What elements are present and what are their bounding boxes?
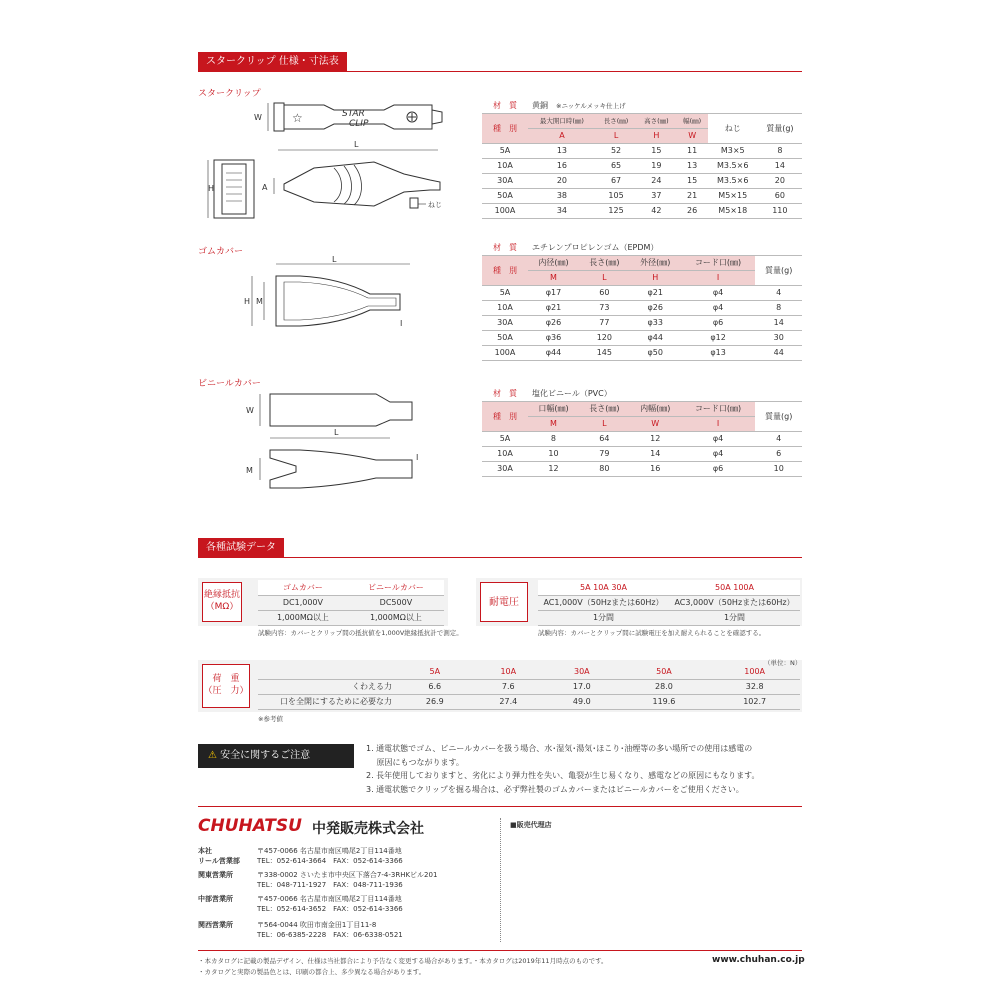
vinyl-cell: φ6	[681, 461, 756, 476]
rubber-cell: 73	[579, 300, 630, 315]
rubber-cell: 8	[755, 300, 802, 315]
vinyl-cell: 12	[630, 431, 681, 446]
rubber-cell: 4	[755, 285, 802, 300]
load-col-30a: 30A	[545, 664, 619, 679]
rubber-cell: φ6	[681, 315, 756, 330]
clip-row	[482, 203, 802, 218]
safety-label-box	[198, 744, 354, 768]
rubber-header-length: 長さ(㎜)	[579, 255, 630, 270]
rubber-cell: 44	[755, 345, 802, 360]
office-address: 〒564-0044 吹田市南金田1丁目11-8	[257, 921, 377, 929]
clip-type-label: 種 別	[482, 113, 528, 143]
rubber-cell: φ36	[528, 330, 579, 345]
clip-cell: 42	[636, 203, 676, 218]
rubber-row	[482, 300, 802, 315]
clip-cell: 110	[758, 203, 802, 218]
vinyl-dim-w: W	[246, 406, 254, 415]
rubber-cell: 30	[755, 330, 802, 345]
insulation-table	[258, 580, 444, 626]
insulation-vinyl-value: 1,000MΩ以上	[348, 610, 444, 625]
safety-item-1: 1. 通電状態でゴム、ビニールカバーを扱う場合、水･湿気･湯気･ほこり･油煙等の多い場所での使用は感電の	[366, 744, 753, 753]
vinyl-cell: φ4	[681, 446, 756, 461]
safety-item-3: 3. 通電状態でクリップを掘る場合は、必ず弊社製のゴムカバーまたはビニールカバーをご使用ください。	[366, 784, 744, 794]
clip-material-label: 材 質	[482, 98, 528, 113]
rubber-cell: 50A	[482, 330, 528, 345]
clip-cell: 21	[677, 188, 708, 203]
rubber-cell: φ4	[681, 285, 756, 300]
vinyl-cell: 6	[755, 446, 802, 461]
clip-cell: 125	[596, 203, 636, 218]
clip-row	[482, 188, 802, 203]
vinyl-material: 塩化ビニール（PVC）	[528, 386, 802, 401]
office-phone: TEL：06-6385-2228 FAX：06-6338-0521	[257, 931, 403, 939]
load-col-100a: 100A	[709, 664, 800, 679]
dealer-label: ■販売代理店	[510, 821, 552, 829]
company-logo: CHUHATSU	[198, 816, 302, 836]
load-cell: 28.0	[619, 679, 710, 694]
clip-header-screw: ねじ	[708, 113, 758, 143]
warning-icon: ⚠	[208, 750, 217, 761]
tests-section-bar	[198, 538, 802, 558]
office-phone: TEL：052-614-3652 FAX：052-614-3366	[257, 905, 403, 913]
insulation-rubber-value: 1,000MΩ以上	[258, 610, 348, 625]
vinyl-cell: 10	[528, 446, 579, 461]
clip-cell: 16	[528, 158, 596, 173]
safety-notes	[366, 742, 806, 796]
office-name: 中部営業所	[198, 895, 233, 903]
vinyl-cell: 14	[630, 446, 681, 461]
rubber-cell: φ44	[528, 345, 579, 360]
star-clip-drawing	[204, 98, 474, 228]
vinyl-cell: 30A	[482, 461, 528, 476]
clip-dim-w: W	[254, 113, 262, 122]
specs-section-title: スタークリップ 仕様・寸法表	[198, 52, 347, 72]
clip-cell: M5×18	[708, 203, 758, 218]
vinyl-cell: 5A	[482, 431, 528, 446]
office-address: 〒457-0066 名古屋市南区鳴尾2丁目114番地	[257, 847, 402, 855]
rubber-header-cord: コード口(㎜)	[681, 255, 756, 270]
vinyl-dim-m: M	[246, 466, 253, 475]
insulation-rubber-voltage: DC1,000V	[258, 595, 348, 610]
rubber-unit-m: M	[528, 270, 579, 285]
clip-cell: 13	[677, 158, 708, 173]
rubber-dim-m: M	[256, 297, 263, 306]
clip-unit-h: H	[636, 128, 676, 143]
rubber-cell: 14	[755, 315, 802, 330]
vinyl-header-cord: コード口(㎜)	[681, 401, 756, 416]
load-cell: 26.9	[398, 694, 472, 709]
rubber-cell: φ17	[528, 285, 579, 300]
office-address: 〒457-0066 名古屋市南区鳴尾2丁目114番地	[257, 895, 402, 903]
rubber-dim-h: H	[244, 297, 251, 306]
load-col-5a: 5A	[398, 664, 472, 679]
insulation-col-vinyl: ビニールカバー	[348, 580, 444, 595]
clip-logo-line2: CLIP	[349, 119, 369, 129]
clip-logo-line1: STAR	[342, 109, 365, 119]
clip-row	[482, 143, 802, 158]
rubber-material: エチレンプロピレンゴム（EPDM）	[528, 240, 802, 255]
voltage-note: 試験内容：カバーとクリップ間に試験電圧を加え耐えられることを確認する。	[538, 629, 766, 637]
vinyl-cover-table	[482, 386, 802, 477]
voltage-large-duration: 1分間	[669, 610, 800, 625]
office-name: 関東営業所	[198, 871, 233, 879]
rubber-cell: φ44	[630, 330, 681, 345]
load-row	[258, 679, 800, 694]
clip-cell: 37	[636, 188, 676, 203]
vinyl-material-label: 材 質	[482, 386, 528, 401]
insulation-note: 試験内容：カバーとクリップ間の抵抗値を1,000V絶縁抵抗計で測定。	[258, 629, 463, 637]
vinyl-cell: 4	[755, 431, 802, 446]
rubber-cell: 60	[579, 285, 630, 300]
rubber-unit-i: I	[681, 270, 756, 285]
load-cell: 7.6	[472, 679, 546, 694]
voltage-label: 耐電圧	[480, 582, 528, 622]
rubber-cell: φ4	[681, 300, 756, 315]
clip-cell: 20	[528, 173, 596, 188]
vinyl-header-mouth: 口幅(㎜)	[528, 401, 579, 416]
office-entry	[198, 920, 498, 942]
rubber-cell: 100A	[482, 345, 528, 360]
office-entry	[198, 894, 498, 916]
vinyl-unit-m: M	[528, 416, 579, 431]
clip-cell: 38	[528, 188, 596, 203]
clip-material: 黄銅	[532, 100, 548, 110]
star-clip-title: スタークリップ	[198, 89, 261, 99]
vinyl-unit-i: I	[681, 416, 756, 431]
rubber-cell: 10A	[482, 300, 528, 315]
load-row-label: 口を全開にするために必要な力	[258, 694, 398, 709]
clip-header-width: 幅(㎜)	[677, 113, 708, 128]
footer-note-1: ・本カタログに記載の製品デザイン、仕様は当社都合により予告なく変更する場合があります。・本カタログは2019年11月時点のものです。	[198, 957, 608, 965]
star-clip-table	[482, 98, 802, 219]
rubber-cover-drawing	[240, 254, 420, 340]
rubber-cell: 5A	[482, 285, 528, 300]
clip-cell: 19	[636, 158, 676, 173]
vinyl-cell: 64	[579, 431, 630, 446]
vinyl-row	[482, 446, 802, 461]
insulation-vinyl-voltage: DC500V	[348, 595, 444, 610]
rubber-cell: φ50	[630, 345, 681, 360]
rubber-cell: φ12	[681, 330, 756, 345]
load-label-line2: （圧 力）	[203, 686, 249, 696]
clip-cell: 13	[528, 143, 596, 158]
insulation-label	[202, 582, 242, 622]
office-phone: TEL：048-711-1927 FAX：048-711-1936	[257, 881, 403, 889]
vinyl-cell: φ4	[681, 431, 756, 446]
vinyl-cover-title: ビニールカバー	[198, 379, 261, 389]
clip-cell: 15	[636, 143, 676, 158]
clip-cell: 34	[528, 203, 596, 218]
office-name: 本社	[198, 847, 212, 855]
clip-cell: 26	[677, 203, 708, 218]
vinyl-dim-i: I	[416, 453, 419, 462]
clip-cell: M3×5	[708, 143, 758, 158]
vinyl-header-mass: 質量(g)	[755, 401, 802, 431]
clip-material-note: ※ニッケルメッキ仕上げ	[556, 101, 626, 110]
clip-unit-l: L	[596, 128, 636, 143]
clip-unit-a: A	[528, 128, 596, 143]
safety-item-2: 2. 長年使用しておりますと、劣化により弾力性を失い、亀裂が生じ易くなり、感電などの原因にもなります。	[366, 771, 760, 780]
load-label-line1: 荷 重	[212, 674, 240, 685]
office-entry	[198, 846, 498, 868]
clip-screw-label: ねじ	[428, 201, 442, 209]
vinyl-cell: 8	[528, 431, 579, 446]
insulation-col-rubber: ゴムカバー	[258, 580, 348, 595]
rubber-cell: φ26	[630, 300, 681, 315]
rubber-cell: φ21	[528, 300, 579, 315]
insulation-label-line2: （MΩ）	[205, 602, 239, 612]
voltage-small-duration: 1分間	[538, 610, 669, 625]
clip-dim-l: L	[354, 140, 359, 149]
clip-cell: M3.5×6	[708, 173, 758, 188]
clip-dim-h: H	[208, 184, 215, 193]
footer-note-2: ・カタログと実際の製品色とは、印刷の都合上、多少異なる場合があります。	[198, 968, 426, 976]
rubber-cell: 120	[579, 330, 630, 345]
voltage-large-value: AC3,000V（50Hzまたは60Hz）	[669, 595, 800, 610]
rubber-cover-title: ゴムカバー	[198, 247, 244, 257]
load-row	[258, 694, 800, 709]
rubber-cell: φ33	[630, 315, 681, 330]
clip-cell: 67	[596, 173, 636, 188]
office-entry	[198, 870, 498, 892]
insulation-label-line1: 絶縁抵抗	[203, 590, 240, 601]
voltage-table	[538, 580, 800, 626]
load-cell: 17.0	[545, 679, 619, 694]
load-cell: 32.8	[709, 679, 800, 694]
vinyl-cell: 79	[579, 446, 630, 461]
office-address: 〒338-0002 さいたま市中央区下落合7-4-3RHKビル201	[257, 871, 438, 879]
clip-cell: 24	[636, 173, 676, 188]
tests-section-title: 各種試験データ	[198, 538, 284, 558]
vinyl-header-inner: 内幅(㎜)	[630, 401, 681, 416]
safety-item-1-cont: 原因にもつながります。	[366, 757, 464, 767]
vinyl-row	[482, 461, 802, 476]
vinyl-cell: 10	[755, 461, 802, 476]
vinyl-cell: 10A	[482, 446, 528, 461]
clip-cell: 100A	[482, 203, 528, 218]
vinyl-header-length: 長さ(㎜)	[579, 401, 630, 416]
load-cell: 27.4	[472, 694, 546, 709]
clip-cell: 15	[677, 173, 708, 188]
vinyl-type-label: 種 別	[482, 401, 528, 431]
clip-row	[482, 173, 802, 188]
load-cell: 6.6	[398, 679, 472, 694]
rubber-dim-i: I	[400, 319, 403, 328]
load-label	[202, 664, 250, 708]
office-department: リール営業部	[198, 857, 240, 865]
company-url[interactable]: www.chuhan.co.jp	[712, 955, 805, 965]
load-table	[258, 664, 800, 710]
clip-cell: M3.5×6	[708, 158, 758, 173]
rubber-unit-h: H	[630, 270, 681, 285]
clip-header-mass: 質量(g)	[758, 113, 802, 143]
rubber-cell: φ26	[528, 315, 579, 330]
rubber-cell: φ21	[630, 285, 681, 300]
rubber-unit-l: L	[579, 270, 630, 285]
rubber-material-label: 材 質	[482, 240, 528, 255]
load-col-50a: 50A	[619, 664, 710, 679]
clip-cell: M5×15	[708, 188, 758, 203]
rubber-header-inner: 内径(㎜)	[528, 255, 579, 270]
clip-cell: 30A	[482, 173, 528, 188]
voltage-col-large: 50A 100A	[669, 580, 800, 595]
load-note: ※参考値	[258, 715, 283, 723]
vinyl-cover-drawing	[240, 388, 430, 498]
clip-cell: 60	[758, 188, 802, 203]
vinyl-unit-l: L	[579, 416, 630, 431]
company-name: 中発販売株式会社	[312, 821, 424, 837]
voltage-col-small: 5A 10A 30A	[538, 580, 669, 595]
clip-cell: 20	[758, 173, 802, 188]
clip-cell: 14	[758, 158, 802, 173]
rubber-header-outer: 外径(㎜)	[630, 255, 681, 270]
load-col-10a: 10A	[472, 664, 546, 679]
load-cell: 49.0	[545, 694, 619, 709]
vinyl-row	[482, 431, 802, 446]
svg-text:☆: ☆	[292, 111, 303, 125]
clip-dim-a: A	[262, 183, 268, 192]
vinyl-dim-l: L	[334, 428, 339, 437]
rubber-cell: 30A	[482, 315, 528, 330]
clip-cell: 5A	[482, 143, 528, 158]
office-name: 関西営業所	[198, 921, 233, 929]
clip-cell: 65	[596, 158, 636, 173]
rubber-header-mass: 質量(g)	[755, 255, 802, 285]
clip-cell: 11	[677, 143, 708, 158]
rubber-dim-l: L	[332, 255, 337, 264]
clip-header-opening: 最大開口時(㎜)	[528, 113, 596, 128]
clip-cell: 52	[596, 143, 636, 158]
clip-unit-w: W	[677, 128, 708, 143]
voltage-small-value: AC1,000V（50Hzまたは60Hz）	[538, 595, 669, 610]
load-row-label: くわえる力	[258, 679, 398, 694]
vinyl-cell: 80	[579, 461, 630, 476]
clip-cell: 105	[596, 188, 636, 203]
clip-header-length: 長さ(㎜)	[596, 113, 636, 128]
vinyl-cell: 16	[630, 461, 681, 476]
rubber-cell: φ13	[681, 345, 756, 360]
specs-section-bar	[198, 52, 802, 72]
rubber-cell: 145	[579, 345, 630, 360]
vinyl-unit-w: W	[630, 416, 681, 431]
safety-label: 安全に関するご注意	[220, 750, 311, 761]
load-cell: 102.7	[709, 694, 800, 709]
rubber-cover-table	[482, 240, 802, 361]
rubber-type-label: 種 別	[482, 255, 528, 285]
vinyl-cell: 12	[528, 461, 579, 476]
office-phone: TEL：052-614-3664 FAX：052-614-3366	[257, 857, 403, 865]
clip-row	[482, 158, 802, 173]
rubber-row	[482, 285, 802, 300]
clip-cell: 8	[758, 143, 802, 158]
clip-cell: 50A	[482, 188, 528, 203]
rubber-row	[482, 330, 802, 345]
clip-header-height: 高さ(㎜)	[636, 113, 676, 128]
rubber-cell: 77	[579, 315, 630, 330]
load-unit: （単位：N）	[764, 659, 802, 667]
clip-cell: 10A	[482, 158, 528, 173]
load-cell: 119.6	[619, 694, 710, 709]
rubber-row	[482, 345, 802, 360]
rubber-row	[482, 315, 802, 330]
